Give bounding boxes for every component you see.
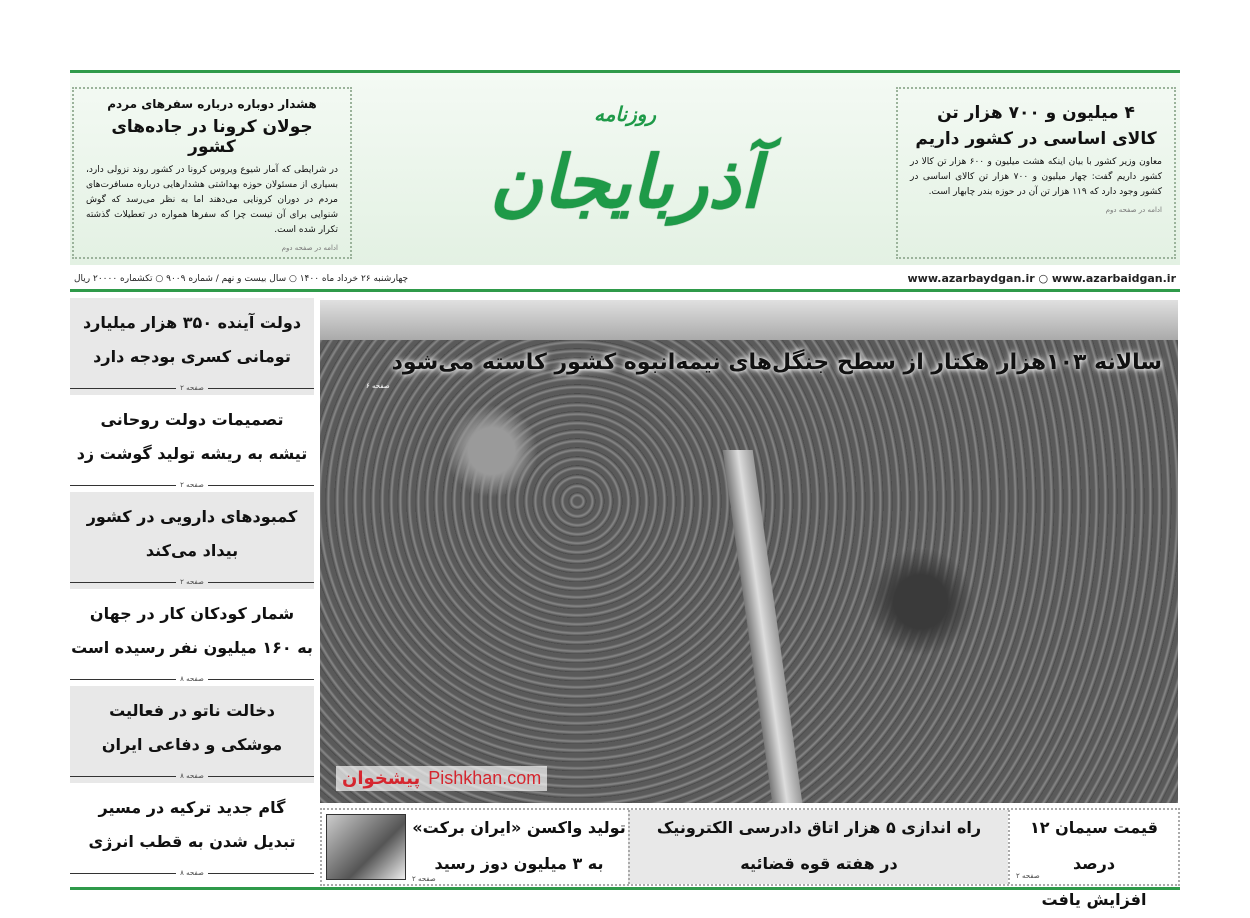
headline: تبدیل شدن به قطب انرژی [88, 832, 296, 851]
headline: تومانی کسری بودجه دارد [93, 347, 291, 366]
headline: دخالت ناتو در فعالیت [109, 701, 275, 720]
main-photo-forest[interactable] [320, 300, 1178, 803]
headline: تیشه به ریشه تولید گوشت زد [76, 444, 308, 463]
headline: شمار کودکان کار در جهان [89, 604, 295, 623]
list-item[interactable] [70, 492, 314, 589]
vaccine-thumbnail [326, 814, 406, 880]
photo-road [723, 450, 804, 803]
list-item[interactable] [70, 395, 314, 492]
left-column [70, 298, 314, 880]
page-ref: صفحه ۲ [1016, 872, 1040, 880]
page-ref: صفحه ۸ [176, 675, 208, 680]
list-item[interactable] [70, 298, 314, 395]
bottom-strip [320, 808, 1180, 909]
headline: دولت آینده ۳۵۰ هزار میلیارد [82, 313, 302, 332]
page-ref: صفحه ۲ [412, 875, 436, 883]
headline: به ۱۶۰ میلیون نفر رسیده است [71, 638, 313, 657]
page-ref: صفحه ۲ [176, 481, 208, 486]
main-headline: سالانه ۱۰۳هزار هکتار از سطح جنگل‌های نیمه‌انبوه کشور کاسته می‌شود [391, 350, 1162, 375]
photo-sky [320, 300, 1178, 340]
continued-note: ادامه در صفحه دوم [1105, 206, 1162, 214]
vaccine-story[interactable] [322, 810, 628, 884]
headline: گام جدید ترکیه در مسیر [98, 798, 286, 817]
watermark-fa: پیشخوان [342, 768, 421, 789]
headline: تصمیمات دولت روحانی [100, 410, 284, 429]
headline: قیمت سیمان ۱۲ درصد [1030, 818, 1158, 873]
continued-note: ادامه در صفحه دوم [281, 244, 338, 252]
headline: افزایش یافت [1041, 890, 1147, 909]
watermark [336, 766, 547, 791]
judiciary-story[interactable] [628, 810, 1008, 884]
headline: جولان کرونا در جاده‌های کشور [111, 117, 313, 157]
website-urls[interactable]: www.azarbaydgan.ir ○ www.azarbaidgan.ir [907, 272, 1176, 285]
headline: کالای اساسی در کشور داریم [915, 129, 1157, 149]
watermark-en: Pishkhan.com [428, 768, 542, 788]
main-headline-block [336, 348, 1162, 390]
corona-teaser[interactable] [72, 87, 352, 259]
page-ref: صفحه ۸ [176, 772, 208, 777]
headline: تولید واکسن «ایران برکت» [412, 818, 626, 837]
headline: به ۳ میلیون دوز رسید [434, 854, 604, 873]
list-item[interactable] [70, 783, 314, 880]
dateline [70, 268, 1180, 292]
headline: ۴ میلیون و ۷۰۰ هزار تن [937, 103, 1135, 123]
headline: در هفته قوه قضائیه [740, 854, 898, 873]
kicker: هشدار دوباره درباره سفرهای مردم [107, 97, 317, 111]
page-ref: صفحه ۲ [176, 578, 208, 583]
headline: راه اندازی ۵ هزار اتاق دادرسی الکترونیک [656, 818, 982, 837]
page-ref: صفحه ۲ [176, 384, 208, 389]
list-item[interactable] [70, 589, 314, 686]
newspaper-subtitle: روزنامه [593, 102, 657, 126]
headline: بیداد می‌کند [145, 541, 239, 560]
body-text: در شرایطی که آمار شیوع ویروس کرونا در کشور روند نزولی دارد، بسیاری از مسئولان حوزه بهداشتی هشدارهایی درباره مسافرت‌های مردم در دوران کرونایی می‌دهند اما به نظر می‌رسد که گوش شنوایی برای آن نیست چرا که سفرها همواره در تعطیلات گذشته تکرار شده است. [86, 165, 338, 235]
body-text: معاون وزیر کشور با بیان اینکه هشت میلیون و ۶۰۰ هزار تن کالا در کشور داریم گفت: چهار میلیون و ۷۰۰ هزار تن کالای اساسی در کشور وجود دارد که ۱۱۹ هزار تن آن در حوزه بندر چابهار است. [910, 157, 1162, 197]
headline: موشکی و دفاعی ایران [101, 735, 283, 754]
page-ref: صفحه ۶ [366, 382, 390, 390]
headline: کمبودهای دارویی در کشور [86, 507, 298, 526]
newspaper-name: آذربایجان [489, 139, 761, 224]
footer-rule [70, 887, 1180, 890]
list-item[interactable] [70, 686, 314, 783]
masthead-logo [362, 74, 888, 264]
issue-date: چهارشنبه ۲۶ خرداد ماه ۱۴۰۰ ○ سال بیست و نهم / شماره ۹۰۰۹ ○ تکشماره ۲۰۰۰۰ ریال [74, 273, 409, 284]
page-ref: صفحه ۸ [176, 869, 208, 874]
goods-teaser[interactable] [896, 87, 1176, 259]
cement-story[interactable] [1008, 810, 1178, 909]
